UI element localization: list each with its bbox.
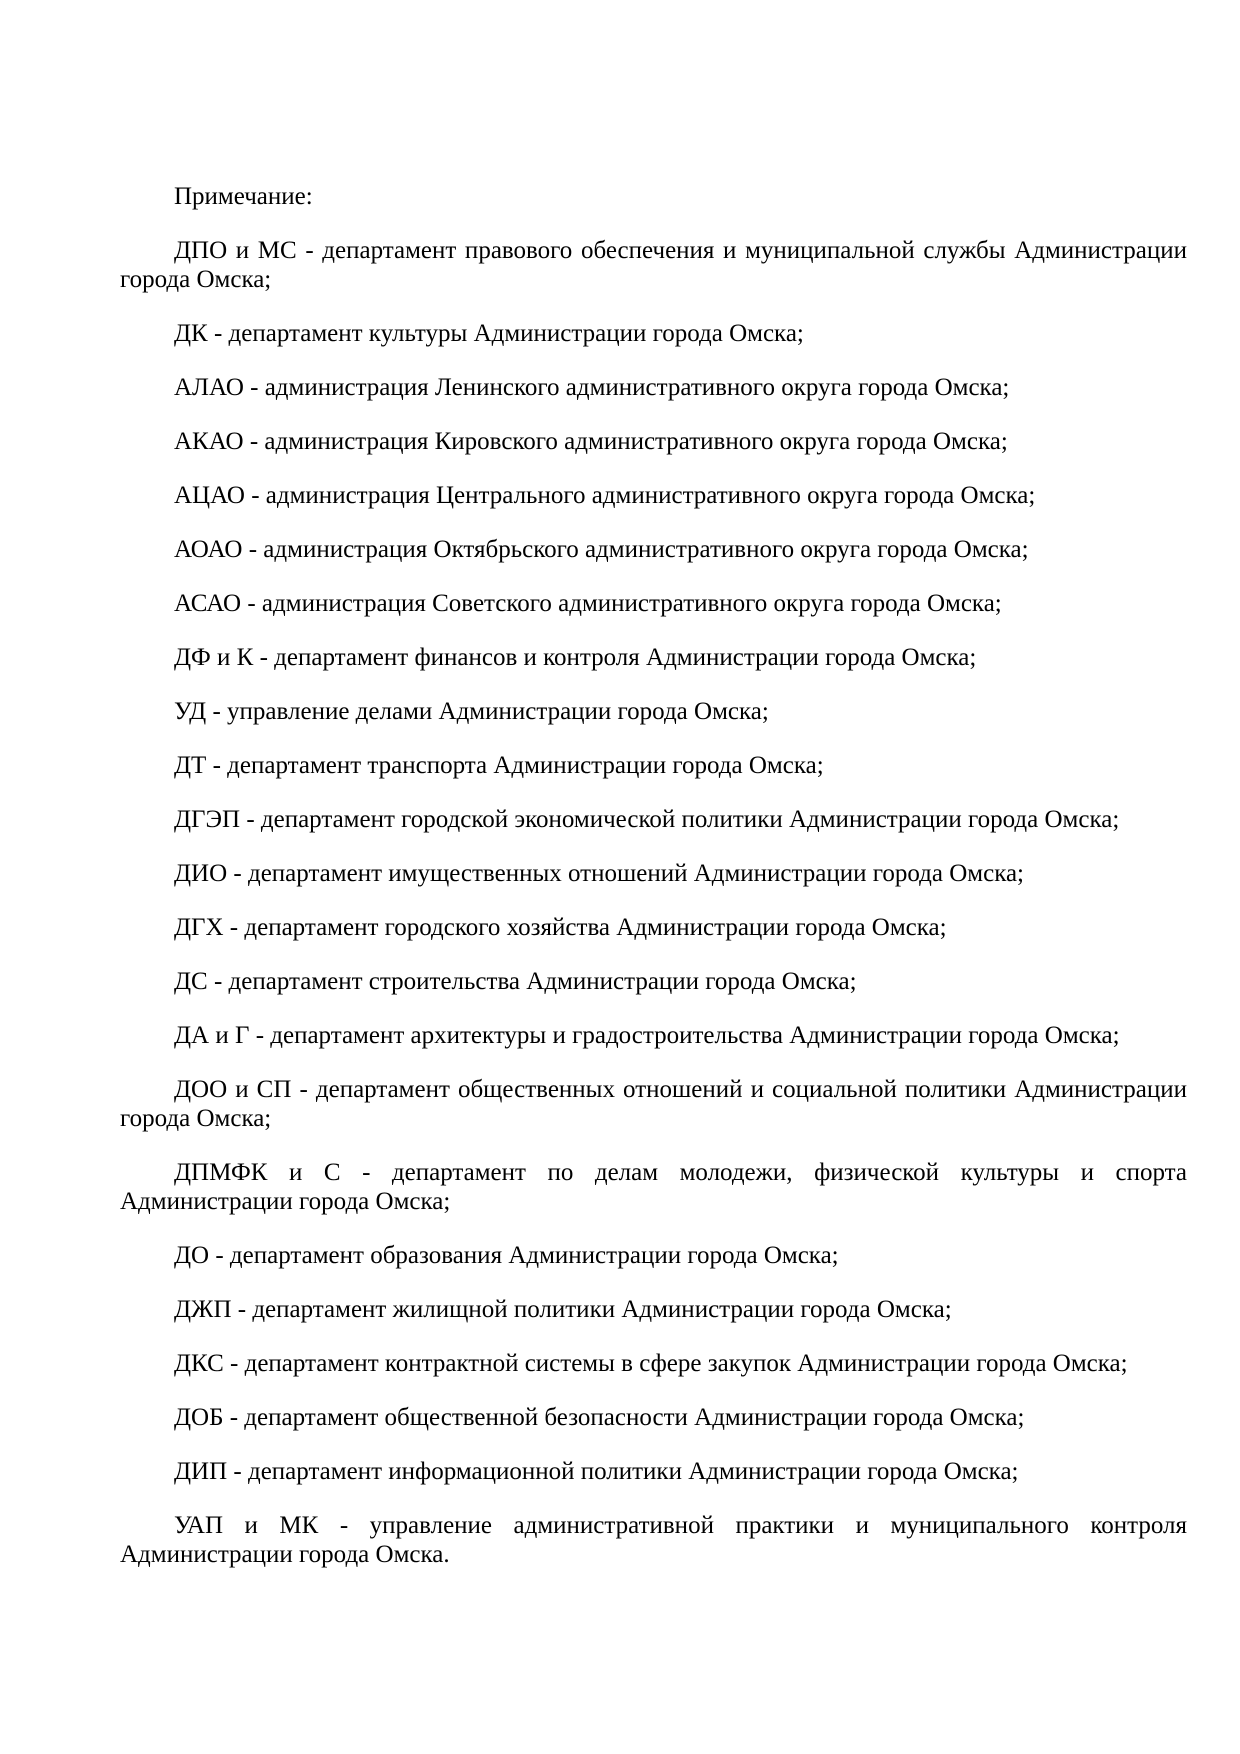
abbreviation-item: ДИО - департамент имущественных отношений Администрации города Омска; <box>174 860 1024 887</box>
abbreviation-item: ДС - департамент строительства Администрации города Омска; <box>174 968 857 995</box>
abbreviation-item: ДПМФК и С - департамент по делам молодежи, физической культуры и спорта Администрации города Омска; <box>120 1159 1187 1215</box>
abbreviation-item: ДГЭП - департамент городской экономической политики Администрации города Омска; <box>174 806 1120 833</box>
document-page <box>120 182 1187 1594</box>
abbreviation-item: ДКС - департамент контрактной системы в сфере закупок Администрации города Омска; <box>174 1350 1128 1377</box>
abbreviation-item: ДТ - департамент транспорта Администрации города Омска; <box>174 752 824 779</box>
abbreviation-item: УД - управление делами Администрации города Омска; <box>174 698 769 725</box>
abbreviation-item: ДОО и СП - департамент общественных отношений и социальной политики Администрации города Омска; <box>120 1076 1187 1132</box>
abbreviation-item: ДО - департамент образования Администрации города Омска; <box>174 1242 839 1269</box>
abbreviation-item: УАП и МК - управление административной практики и муниципального контроля Администрации города Омска. <box>120 1512 1187 1568</box>
abbreviation-item: ДК - департамент культуры Администрации города Омска; <box>174 320 804 347</box>
abbreviation-item: АСАО - администрация Советского административного округа города Омска; <box>174 590 1002 617</box>
abbreviation-item: АЛАО - администрация Ленинского административного округа города Омска; <box>174 374 1010 401</box>
note-heading: Примечание: <box>174 183 313 210</box>
abbreviation-item: АКАО - администрация Кировского административного округа города Омска; <box>174 428 1008 455</box>
abbreviation-item: ДПО и МС - департамент правового обеспечения и муниципальной службы Администрации города Омска; <box>120 237 1187 293</box>
abbreviation-item: АЦАО - администрация Центрального административного округа города Омска; <box>174 482 1036 509</box>
abbreviation-item: АОАО - администрация Октябрьского административного округа города Омска; <box>174 536 1029 563</box>
abbreviation-item: ДГХ - департамент городского хозяйства Администрации города Омска; <box>174 914 947 941</box>
abbreviation-item: ДФ и К - департамент финансов и контроля Администрации города Омска; <box>174 644 977 671</box>
abbreviation-item: ДОБ - департамент общественной безопасности Администрации города Омска; <box>174 1404 1025 1431</box>
abbreviation-item: ДИП - департамент информационной политики Администрации города Омска; <box>174 1458 1019 1485</box>
abbreviation-item: ДА и Г - департамент архитектуры и градостроительства Администрации города Омска; <box>174 1022 1120 1049</box>
abbreviation-item: ДЖП - департамент жилищной политики Администрации города Омска; <box>174 1296 952 1323</box>
